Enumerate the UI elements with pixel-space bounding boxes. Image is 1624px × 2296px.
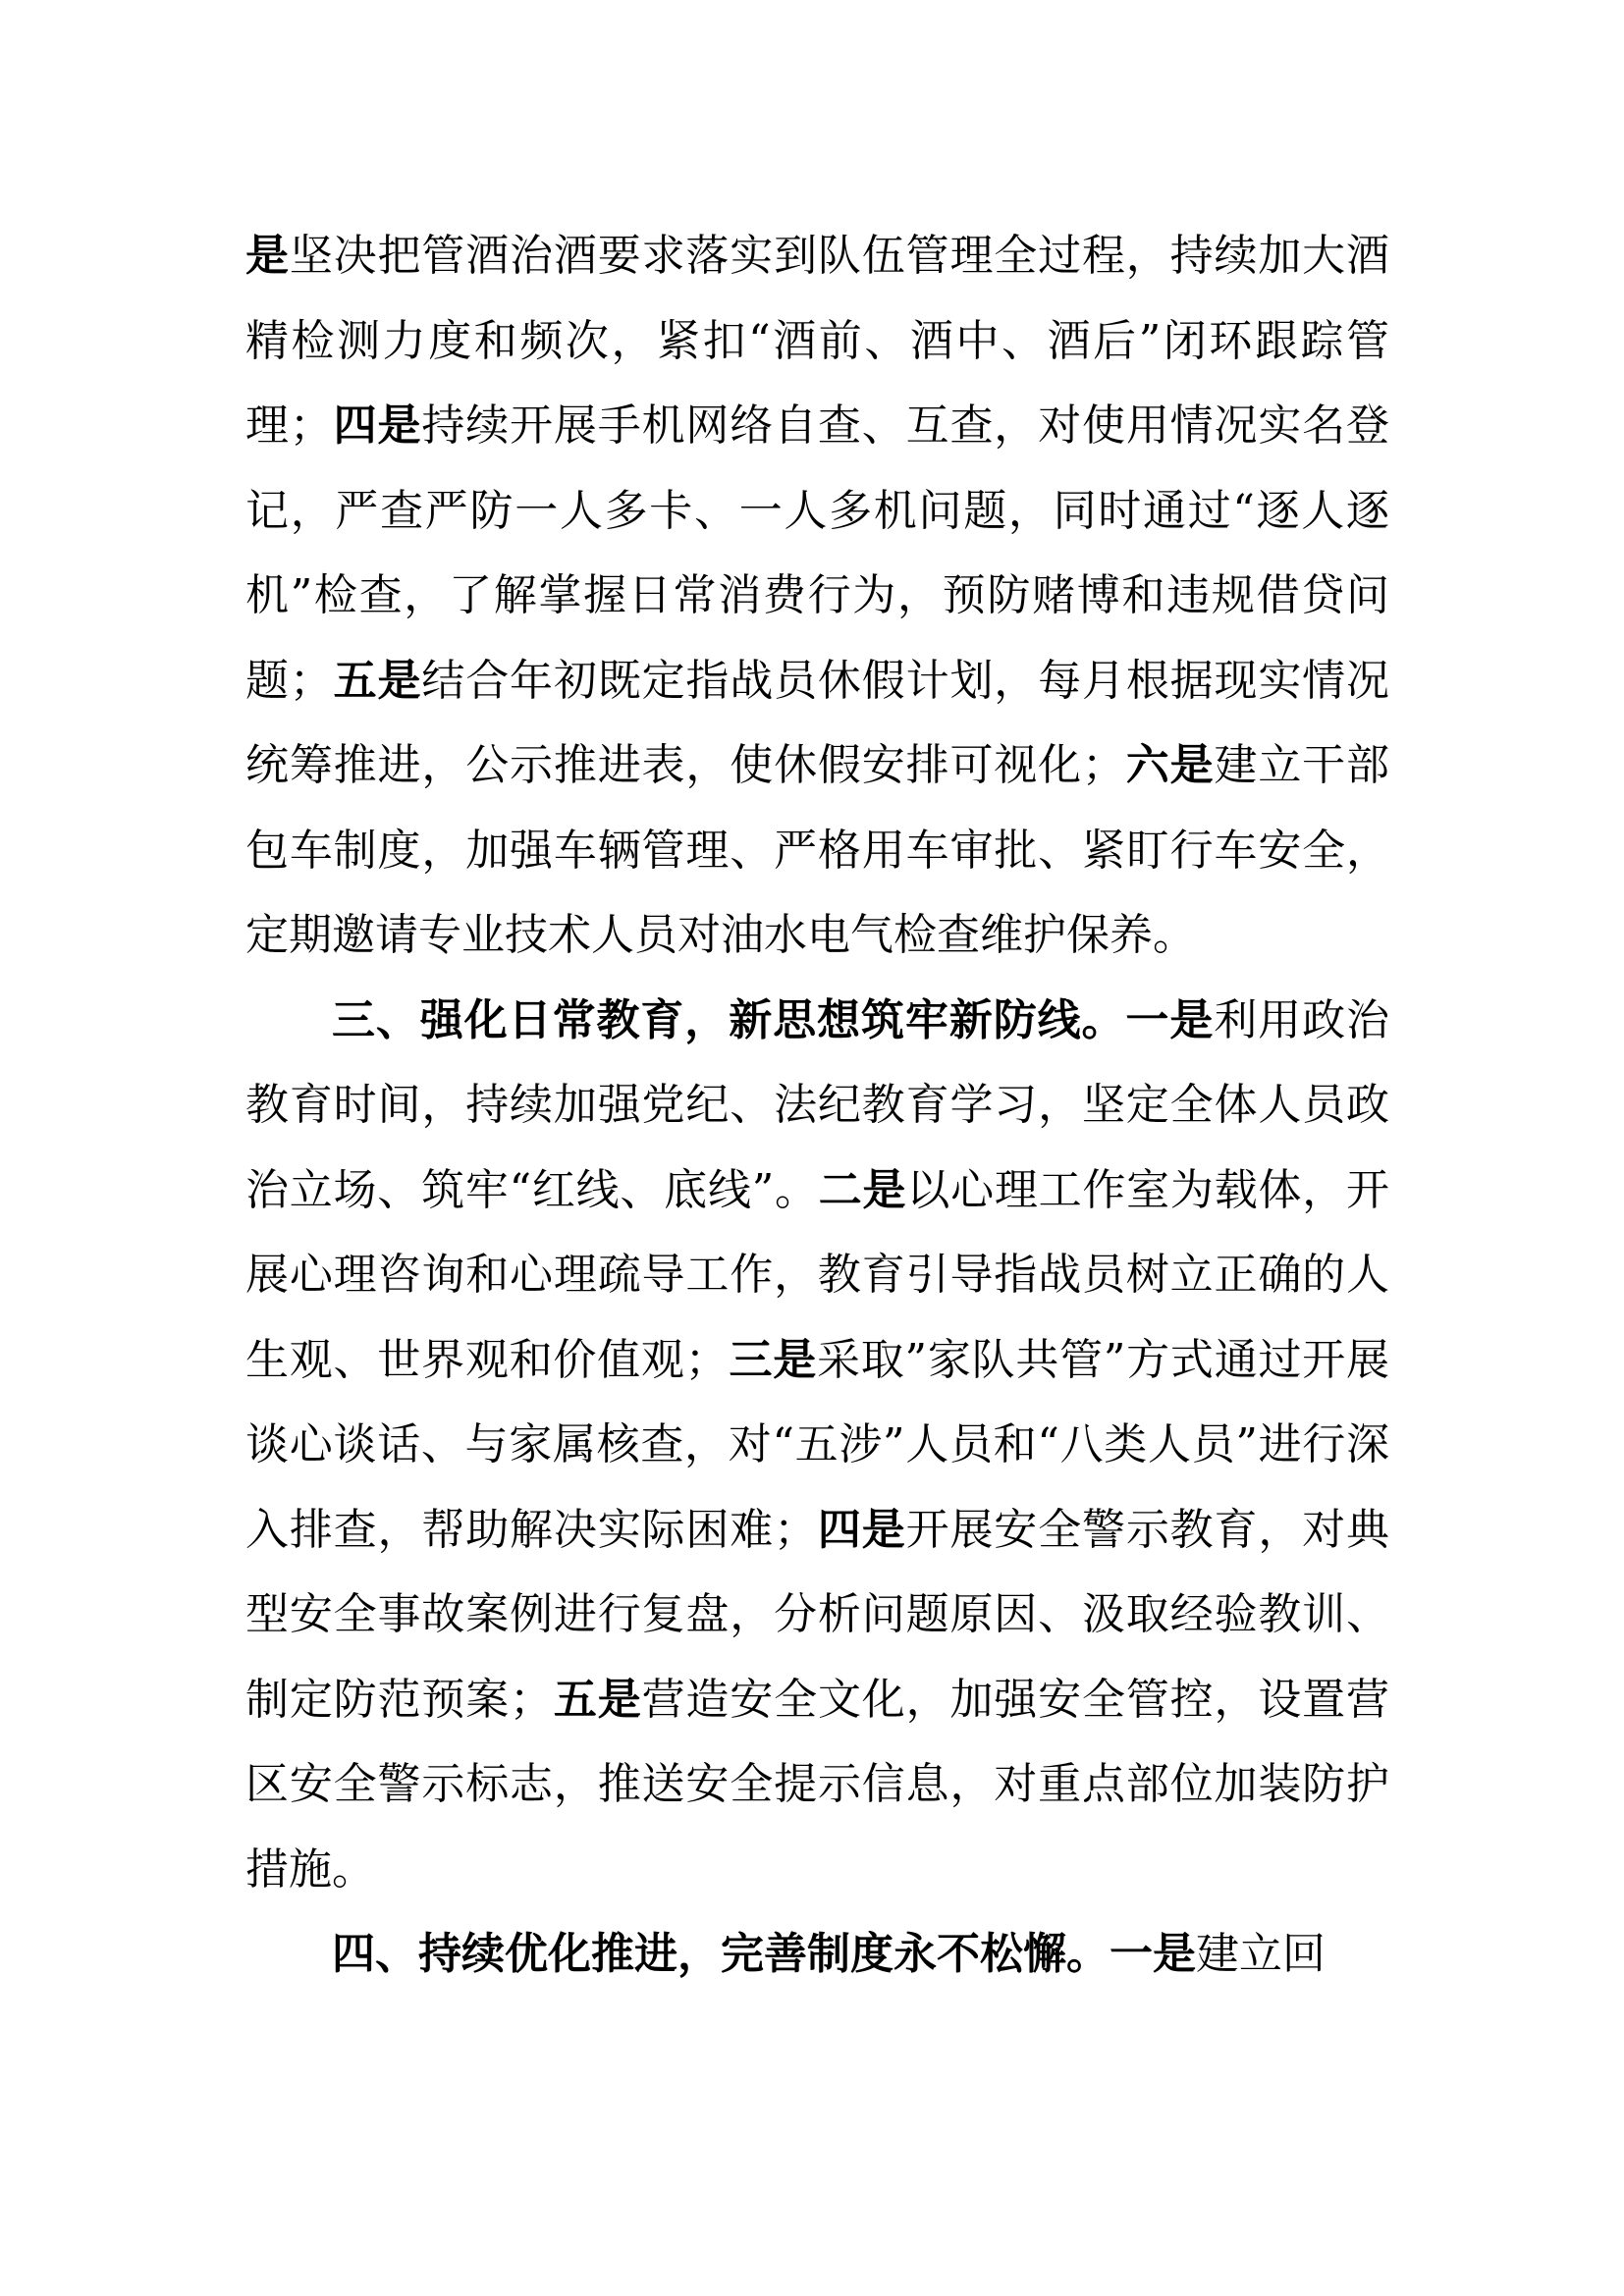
body-text: 建立干部包车制度，加强车辆管理、严格用车审批、紧盯行车安全，定期邀请专业技术人员对油水电气检查维护保养。 <box>245 740 1390 960</box>
emphasis-text: 五是 <box>332 655 422 706</box>
emphasis-text: 四是 <box>817 1504 906 1555</box>
paragraph-2 <box>245 979 1389 1913</box>
paragraph-1 <box>245 214 1389 979</box>
paragraph-3 <box>245 1912 1389 1998</box>
body-text: 建立回 <box>1196 1929 1326 1979</box>
body-text: 坚决把管酒治酒要求落实到队伍管理全过程，持续加大酒精检测力度和频次，紧扣“酒前、酒中、酒后”闭环跟踪管理； <box>245 231 1390 451</box>
body-text: 利用政治教育时间，持续加强党纪、法纪教育学习，坚定全体人员政治立场、筑牢“红线、底线”。 <box>245 994 1390 1215</box>
section-heading: 四、持续优化推进，完善制度永不松懈。一是 <box>332 1929 1196 1979</box>
emphasis-text: 四是 <box>332 400 422 451</box>
emphasis-text: 六是 <box>1124 740 1215 790</box>
emphasis-text: 三是 <box>728 1334 818 1385</box>
section-heading: 三、强化日常教育，新思想筑牢新防线。一是 <box>332 994 1215 1045</box>
emphasis-text: 二是 <box>818 1164 907 1215</box>
emphasis-text: 是 <box>245 231 290 281</box>
body-text: 以心理工作室为载体，开展心理咨询和心理疏导工作，教育引导指战员树立正确的人生观、世界观和价值观； <box>245 1164 1390 1385</box>
emphasis-text: 五是 <box>553 1674 642 1725</box>
document-body <box>245 214 1389 1998</box>
body-text: 营造安全文化，加强安全管控，设置营区安全警示标志，推送安全提示信息，对重点部位加装防护措施。 <box>245 1674 1390 1895</box>
body-text: 采取”家队共管”方式通过开展谈心谈话、与家属核查，对“五涉”人员和“八类人员”进行深入排查，帮助解决实际困难； <box>245 1334 1390 1555</box>
body-text: 开展安全警示教育，对典型安全事故案例进行复盘，分析问题原因、汲取经验教训、制定防范预案； <box>245 1504 1390 1725</box>
body-text: 持续开展手机网络自查、互查，对使用情况实名登记，严查严防一人多卡、一人多机问题，同时通过“逐人逐机”检查，了解掌握日常消费行为，预防赌博和违规借贷问题； <box>245 400 1390 706</box>
body-text: 结合年初既定指战员休假计划，每月根据现实情况统筹推进，公示推进表，使休假安排可视化； <box>245 655 1390 790</box>
